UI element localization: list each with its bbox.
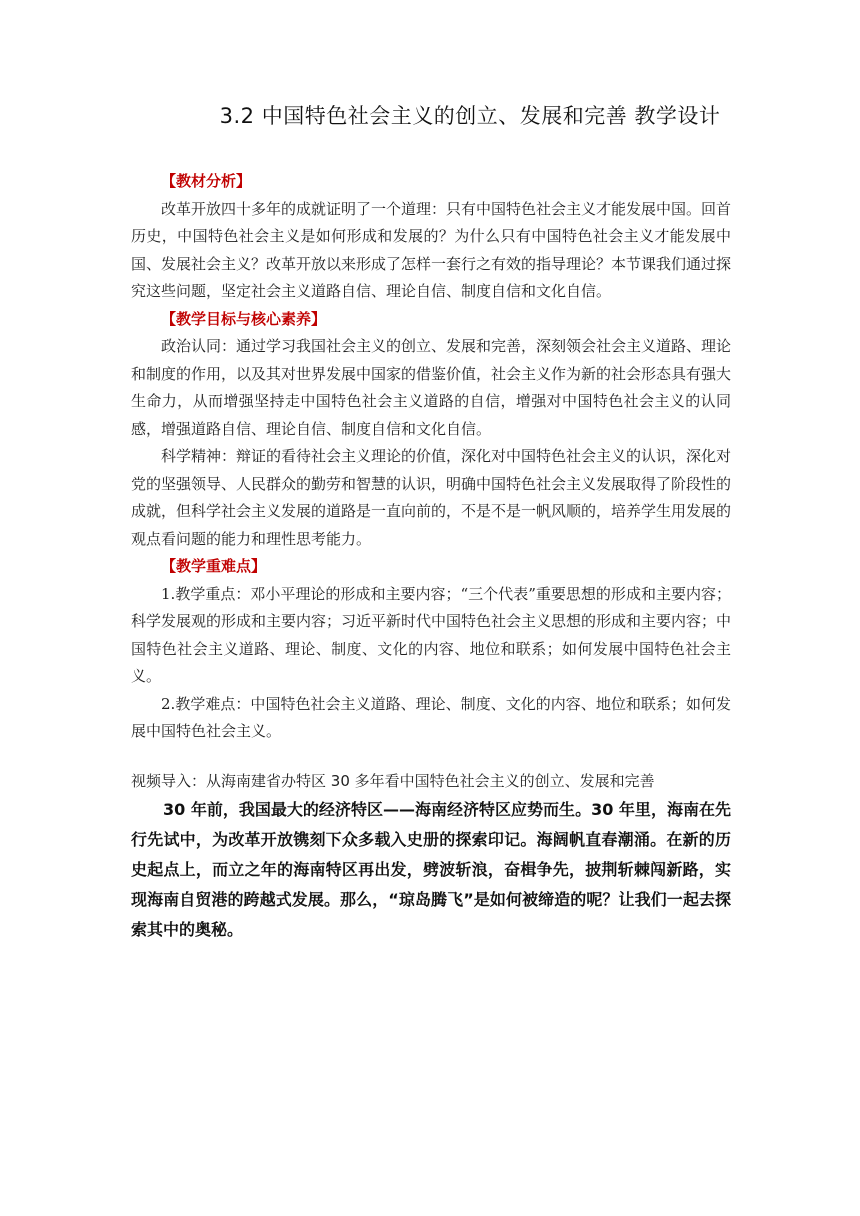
video-intro-title: 视频导入：从海南建省办特区 30 多年看中国特色社会主义的创立、发展和完善	[131, 771, 655, 790]
analysis-paragraph: 改革开放四十多年的成就证明了一个道理：只有中国特色社会主义才能发展中国。回首历史，中国特色社会主义是如何形成和发展的？为什么只有中国特色社会主义才能发展中国、发展社会主义？改革开放以来形成了怎样一套行之有效的指导理论？本节课我们通过探究这些问题，坚定社会主义道路自信、理论自信、制度自信和文化自信。	[131, 199, 732, 300]
section-heading-analysis: 【教材分析】	[161, 172, 252, 190]
goals-paragraph-science: 科学精神：辩证的看待社会主义理论的价值，深化对中国特色社会主义的认识，深化对党的坚强领导、人民群众的勤劳和智慧的认识，明确中国特色社会主义发展取得了阶段性的成就，但科学社会主义发展的道路是一直向前的，不是不是一帆风顺的，培养学生用发展的观点看问题的能力和理性思考能力。	[131, 447, 732, 548]
document-body	[131, 168, 731, 945]
section-spacer	[131, 746, 731, 768]
section-heading-goals: 【教学目标与核心素养】	[161, 309, 327, 328]
section-heading-key-points: 【教学重难点】	[161, 557, 267, 575]
key-points-paragraph: 1.教学重点：邓小平理论的形成和主要内容；“三个代表”重要思想的形成和主要内容；科学发展观的形成和主要内容；习近平新时代中国特色社会主义思想的形成和主要内容；中国特色社会主义道路、理论、制度、文化的内容、地位和联系；如何发展中国特色社会主义。	[131, 584, 732, 685]
video-intro-paragraph: 30 年前，我国最大的经济特区——海南经济特区应势而生。30 年里，海南在先行先试中，为改革开放镌刻下众多载入史册的探索印记。海阔帆直春潮涌。在新的历史起点上，而立之年的海南特区再出发，劈波斩浪，奋楫争先，披荆斩棘闯新路，实现海南自贸港的跨越式发展。那么，“琼岛腾飞”是如何被缔造的呢？让我们一起去探索其中的奥秘。	[131, 800, 731, 939]
difficulty-paragraph: 2.教学难点：中国特色社会主义道路、理论、制度、文化的内容、地位和联系；如何发展中国特色社会主义。	[131, 694, 731, 740]
goals-paragraph-political: 政治认同：通过学习我国社会主义的创立、发展和完善，深刻领会社会主义道路、理论和制度的作用，以及其对世界发展中国家的借鉴价值，社会主义作为新的社会形态具有强大生命力，从而增强坚持走中国特色社会主义道路的自信，增强对中国特色社会主义的认同感，增强道路自信、理论自信、制度自信和文化自信。	[131, 337, 732, 438]
document-title: 3.2 中国特色社会主义的创立、发展和完善 教学设计	[219, 104, 721, 128]
